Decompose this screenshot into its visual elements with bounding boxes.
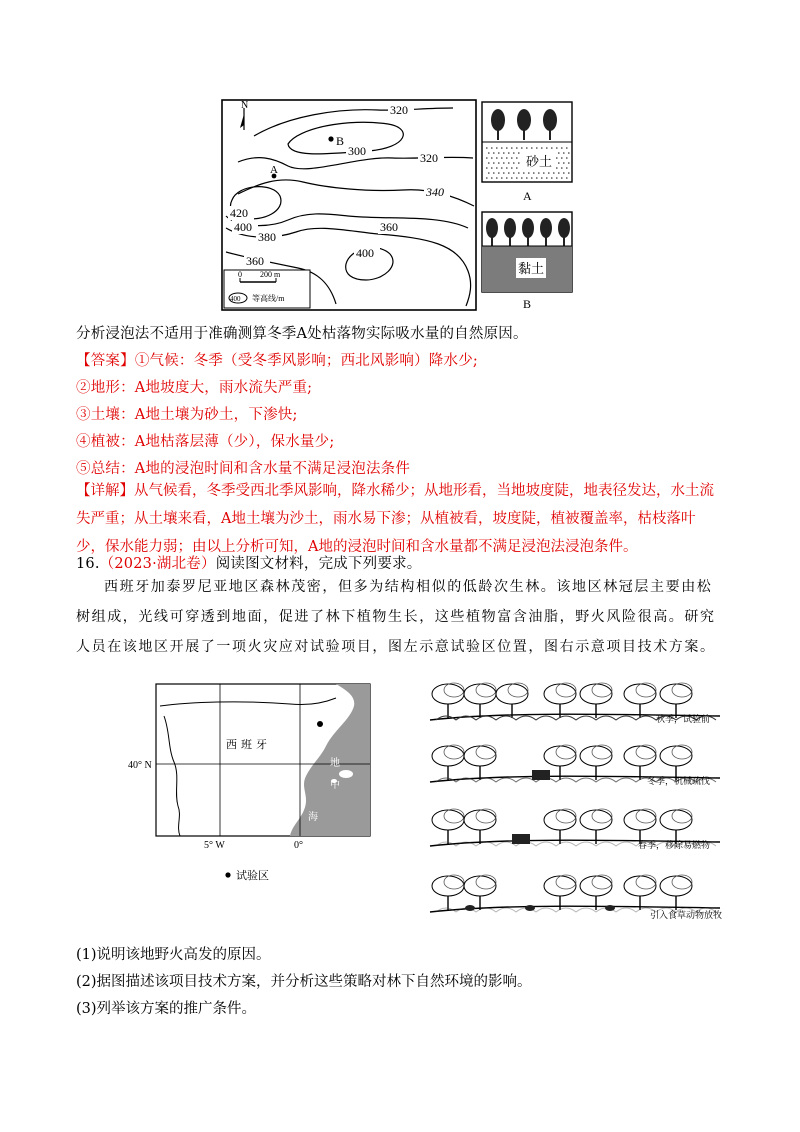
legend-dot-icon <box>225 872 230 877</box>
machine-icon <box>512 834 530 844</box>
panel-b-caption: B <box>523 297 532 311</box>
point-b-label: B <box>336 134 345 148</box>
detail-tag: 【详解】 <box>76 483 134 499</box>
stage-caption: 秋季，试验前 <box>655 714 710 724</box>
question-source: （2023·湖北卷） <box>99 556 216 572</box>
panel-a-caption: A <box>523 189 532 203</box>
soil-panel-b <box>482 212 572 311</box>
grazing-animal-icon <box>605 905 615 911</box>
legend-text: 等高线/m <box>252 294 285 303</box>
answer-line-4: ④植被：A地枯落层薄（少），保水量少; <box>76 434 335 450</box>
figure-contour-map <box>218 96 574 314</box>
contour-label: 320 <box>420 151 438 165</box>
detail-text: 从气候看，冬季受西北季风影响，降水稀少；从地形看，当地坡度陡，地表径发达，水土流失严重；从土壤来看，A地土壤为沙土，雨水易下渗；从植被看，坡度陡，植被覆盖率，枯枝落叶少，保水能力弱；由以上分析可知，A地的浸泡时间和含水量都不满足浸泡法浸泡条件。 <box>76 483 714 555</box>
sub-question-3: (3)列举该方案的推广条件。 <box>76 1001 257 1017</box>
map-legend <box>224 270 310 308</box>
longitude-label: 5° W <box>204 840 225 851</box>
stage-caption: 冬季，机械疏伐 <box>646 776 710 786</box>
soil-panel-a <box>482 102 572 203</box>
answer-line-1 <box>76 349 478 370</box>
sub-question-1: (1)说明该地野火高发的原因。 <box>76 947 271 963</box>
point-a-label: A <box>270 164 278 176</box>
scale-zero: 0 <box>238 270 242 279</box>
contour-label: 300 <box>348 144 366 158</box>
contour-label: 420 <box>230 206 248 220</box>
answer-line-2: ②地形：A地坡度大，雨水流失严重; <box>76 380 313 396</box>
soil-label-b: 黏土 <box>518 261 545 276</box>
answer-tag: 【答案】 <box>76 353 135 369</box>
legend-value: 400 <box>230 295 241 303</box>
question-number: 16. <box>76 556 100 572</box>
grazing-animal-icon <box>525 905 535 911</box>
grazing-animal-icon <box>465 905 475 911</box>
stage-caption: 引入食草动物放牧 <box>649 910 722 920</box>
question-prompt: 阅读图文材料，完成下列要求。 <box>215 556 422 572</box>
map-legend-label: 试验区 <box>236 870 269 882</box>
answer-text: ①气候：冬季（受冬季风影响；西北风影响）降水少; <box>134 353 478 369</box>
material-paragraph: 西班牙加泰罗尼亚地区森林茂密，但多为结构相似的低龄次生林。该地区林冠层主要由松树组成，光线可穿透到地面，促进了林下植物生长，这些植物富含油脂，野火风险很高。研究人员在该地区开展了一项火灾应对试验项目，图左示意试验区位置，图右示意项目技术方案。 <box>76 579 716 655</box>
sea-label: 中 <box>330 780 340 791</box>
contour-label: 380 <box>258 230 276 244</box>
question-16-header <box>76 552 422 573</box>
question-15-prompt: 分析浸泡法不适用于准确测算冬季A处枯落物实际吸水量的自然原因。 <box>76 326 528 342</box>
stage-caption: 春季，移除易燃物 <box>637 840 710 850</box>
sea-label: 地 <box>330 758 340 769</box>
contour-label: 340 <box>426 185 444 199</box>
sub-question-2: (2)据图描述该项目技术方案，并分析这些策略对林下自然环境的影响。 <box>76 974 532 990</box>
contour-label: 360 <box>246 254 264 268</box>
soil-label-a: 砂土 <box>526 154 553 169</box>
longitude-label: 0° <box>294 840 303 851</box>
spain-map <box>128 684 370 882</box>
sea-label: 海 <box>308 812 318 823</box>
contour-label: 400 <box>356 246 374 260</box>
machine-icon <box>532 770 550 780</box>
latitude-label: 40° N <box>128 760 152 771</box>
contour-label: 360 <box>380 220 398 234</box>
answer-line-3: ③土壤：A地土壤为砂土，下渗快; <box>76 407 298 423</box>
study-site-marker <box>317 721 323 727</box>
contour-label: 400 <box>234 220 252 234</box>
scale-200: 200 m <box>260 270 281 279</box>
country-label: 西班牙 <box>226 739 271 751</box>
contour-label: 320 <box>390 103 408 117</box>
detail-paragraph <box>76 477 724 561</box>
figure-spain-experiment <box>128 676 730 926</box>
north-label: N <box>241 100 249 111</box>
forest-stage-illustration <box>430 875 720 912</box>
answer-line-5: ⑤总结：A地的浸泡时间和含水量不满足浸泡法条件 <box>76 461 411 477</box>
